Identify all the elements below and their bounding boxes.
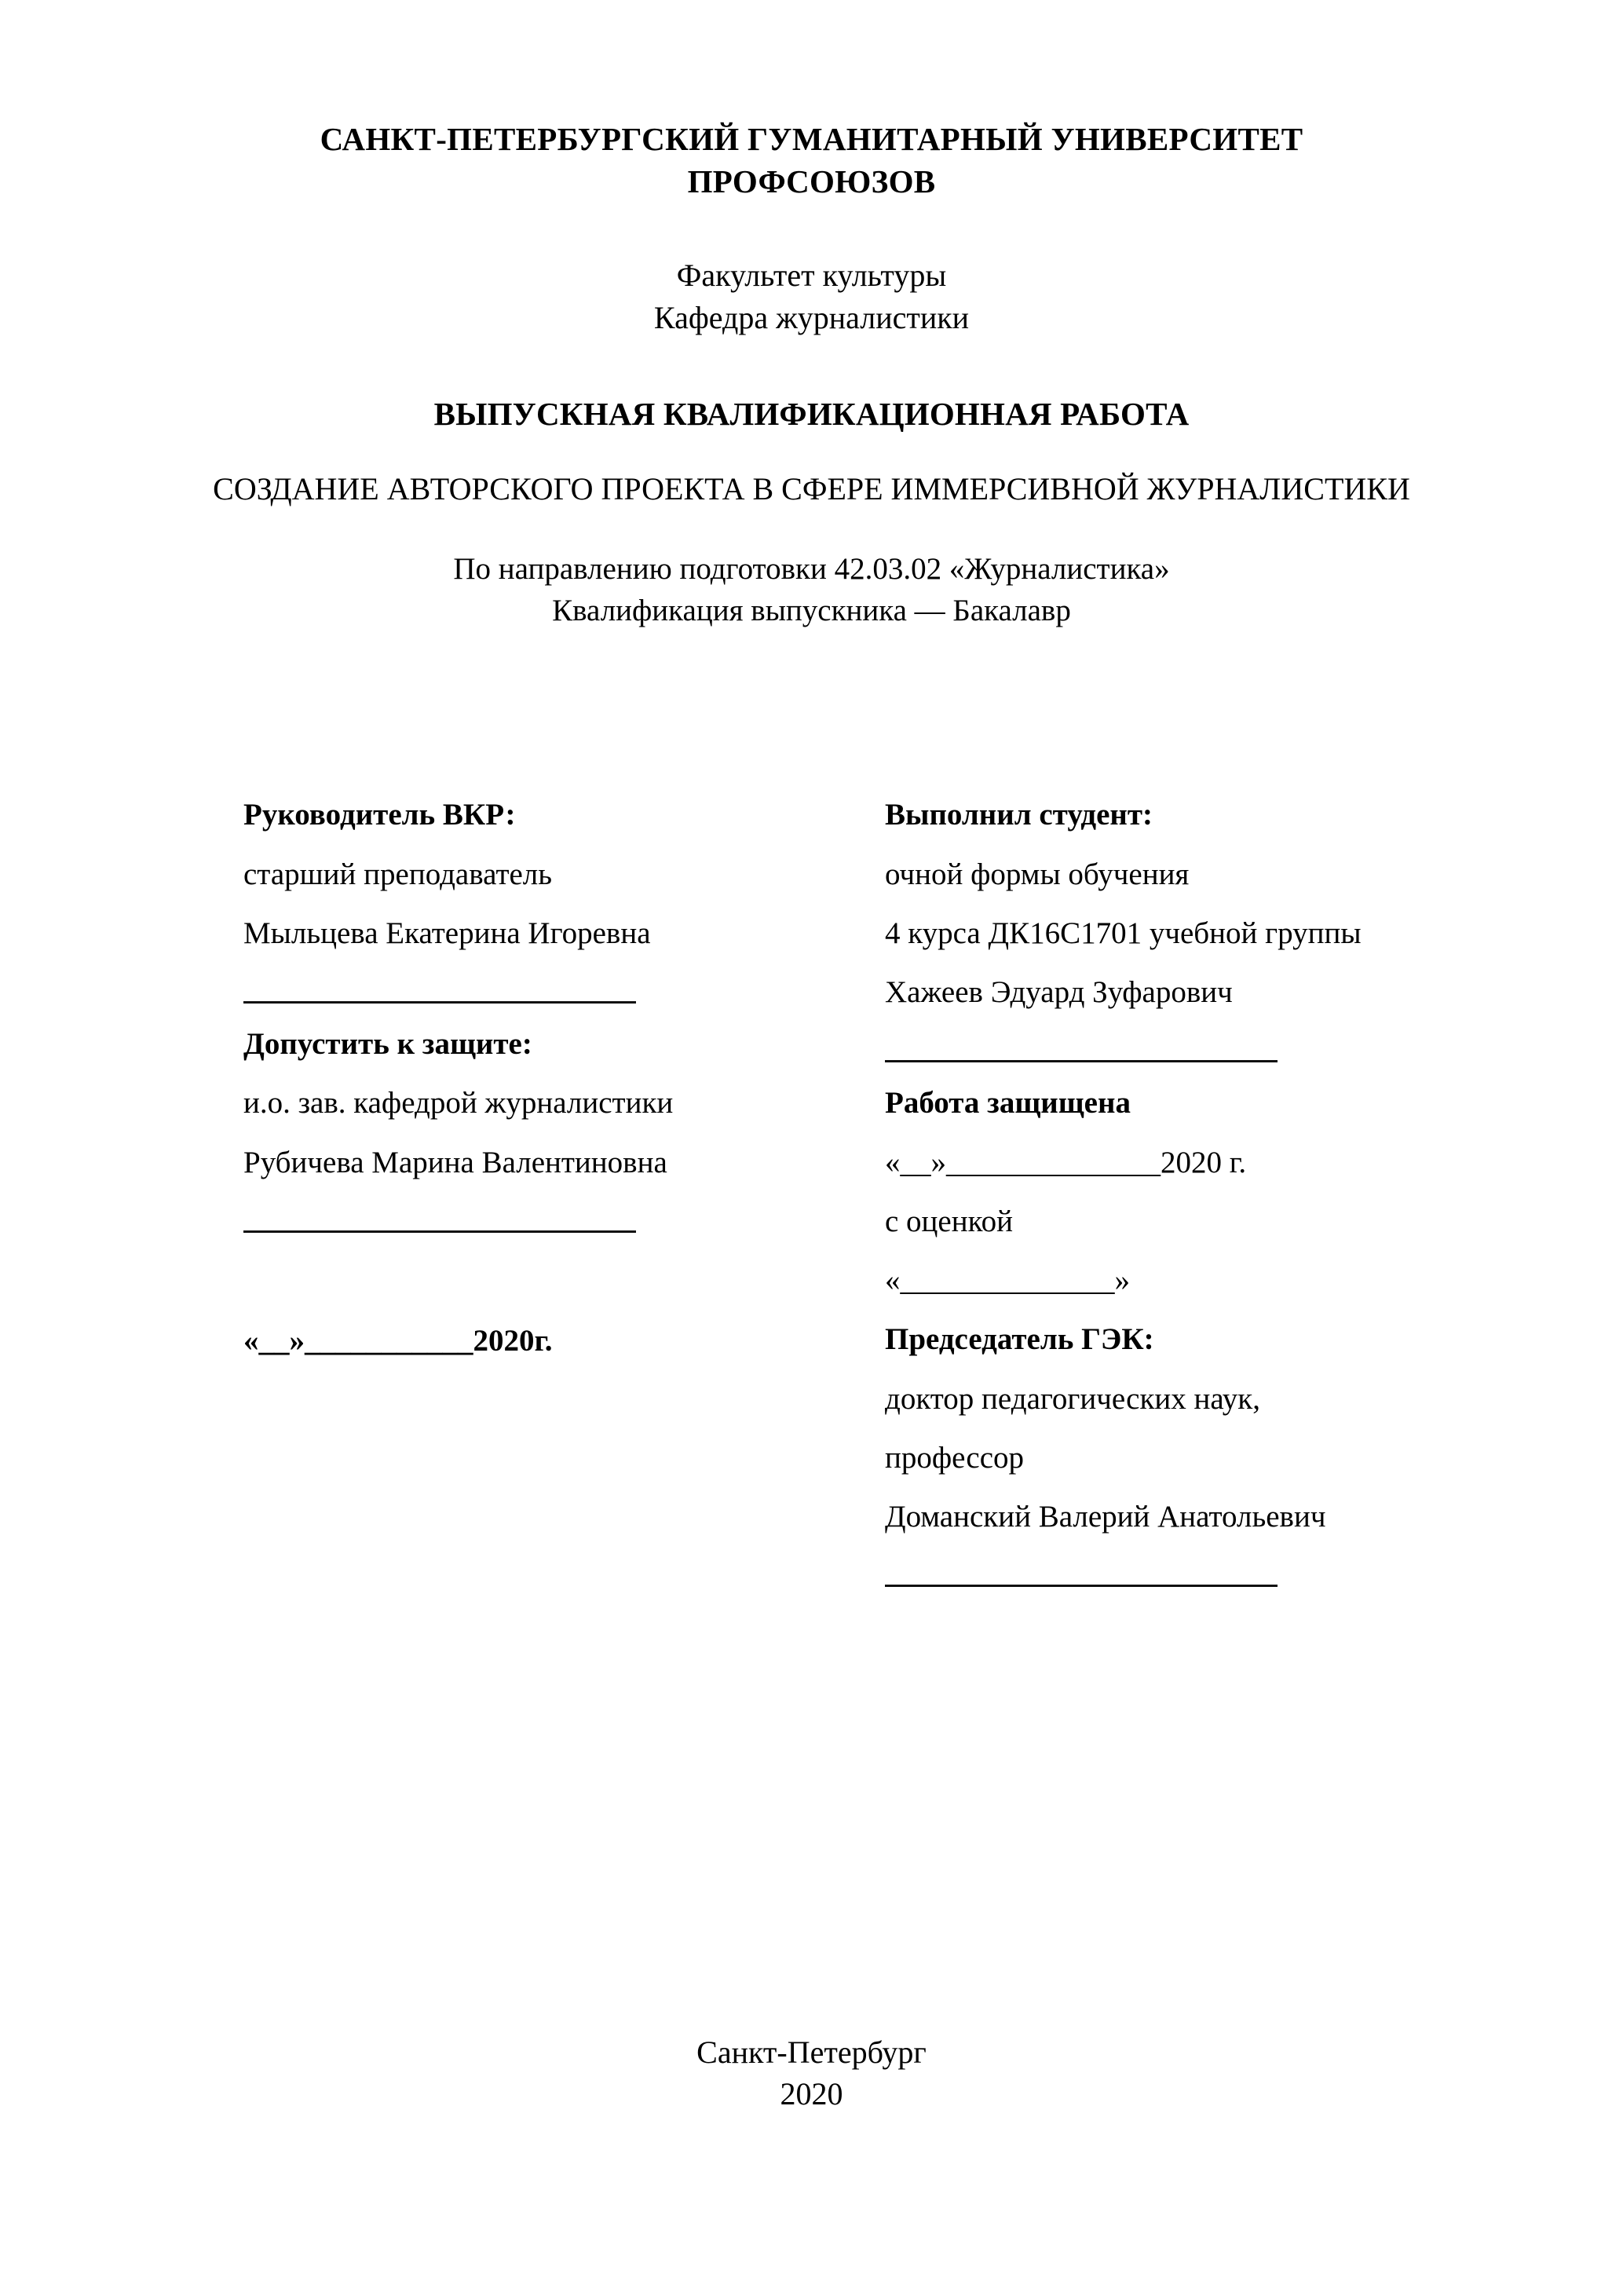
university-name: САНКТ-ПЕТЕРБУРГСКИЙ ГУМАНИТАРНЫЙ УНИВЕРСИТЕТ ПРОФСОЮЗОВ xyxy=(320,121,1303,200)
direction-block xyxy=(169,548,1454,631)
defended-date: «__»______________2020 г. xyxy=(885,1145,1247,1179)
supervisor-heading: Руководитель ВКР: xyxy=(243,798,516,832)
supervisor-signature-line xyxy=(243,1000,636,1004)
footer-block xyxy=(0,2031,1623,2115)
grade-label: с оценкой xyxy=(885,1204,1013,1238)
chairman-signature-line-row xyxy=(885,1578,1431,1590)
head-position: и.о. зав. кафедрой журналистики xyxy=(243,1086,674,1121)
chairman-signature-line xyxy=(885,1584,1278,1587)
chairman-heading: Председатель ГЭК: xyxy=(885,1322,1154,1357)
chairman-degree: доктор педагогических наук, xyxy=(885,1381,1260,1416)
student-heading: Выполнил студент: xyxy=(885,798,1153,832)
grade-value: «______________» xyxy=(885,1263,1130,1298)
head-signature-line-row xyxy=(243,1223,872,1236)
chairman-rank: профессор xyxy=(885,1440,1025,1475)
defended-heading: Работа защищена xyxy=(885,1086,1131,1121)
student-signature-line xyxy=(885,1059,1278,1062)
supervisor-signature-line-row xyxy=(243,994,872,1007)
department-name: Кафедра журналистики xyxy=(653,299,970,335)
qualification-line: Квалификация выпускника — Бакалавр xyxy=(552,594,1071,628)
direction-line: По направлению подготовки 42.03.02 «Журналистика» xyxy=(453,552,1170,587)
admit-heading: Допустить к защите: xyxy=(243,1027,532,1062)
head-name: Рубичева Марина Валентиновна xyxy=(243,1145,667,1179)
study-form: очной формы обучения xyxy=(885,857,1190,891)
left-signature-column xyxy=(243,785,872,1598)
student-signature-line-row xyxy=(885,1053,1431,1066)
head-signature-line xyxy=(243,1230,636,1233)
work-type-heading: ВЫПУСКНАЯ КВАЛИФИКАЦИОННАЯ РАБОТА xyxy=(433,396,1190,433)
supervisor-position: старший преподаватель xyxy=(243,857,553,891)
work-title: СОЗДАНИЕ АВТОРСКОГО ПРОЕКТА В СФЕРЕ ИММЕРСИВНОЙ ЖУРНАЛИСТИКИ xyxy=(213,471,1410,507)
city-label: Санкт-Петербург xyxy=(696,2034,927,2070)
faculty-block xyxy=(169,254,1454,338)
student-group: 4 курса ДК16С1701 учебной группы xyxy=(885,916,1362,950)
chairman-name: Доманский Валерий Анатольевич xyxy=(885,1500,1326,1534)
faculty-name: Факультет культуры xyxy=(676,258,947,294)
right-signature-column xyxy=(872,785,1431,1598)
signature-columns xyxy=(169,785,1454,1598)
year-label: 2020 xyxy=(780,2076,843,2112)
student-name: Хажеев Эдуард Зуфарович xyxy=(885,975,1233,1010)
left-column-spacer xyxy=(243,1244,872,1311)
admit-date-line: «__»___________2020г. xyxy=(243,1323,553,1358)
supervisor-name: Мыльцева Екатерина Игоревна xyxy=(243,916,651,950)
